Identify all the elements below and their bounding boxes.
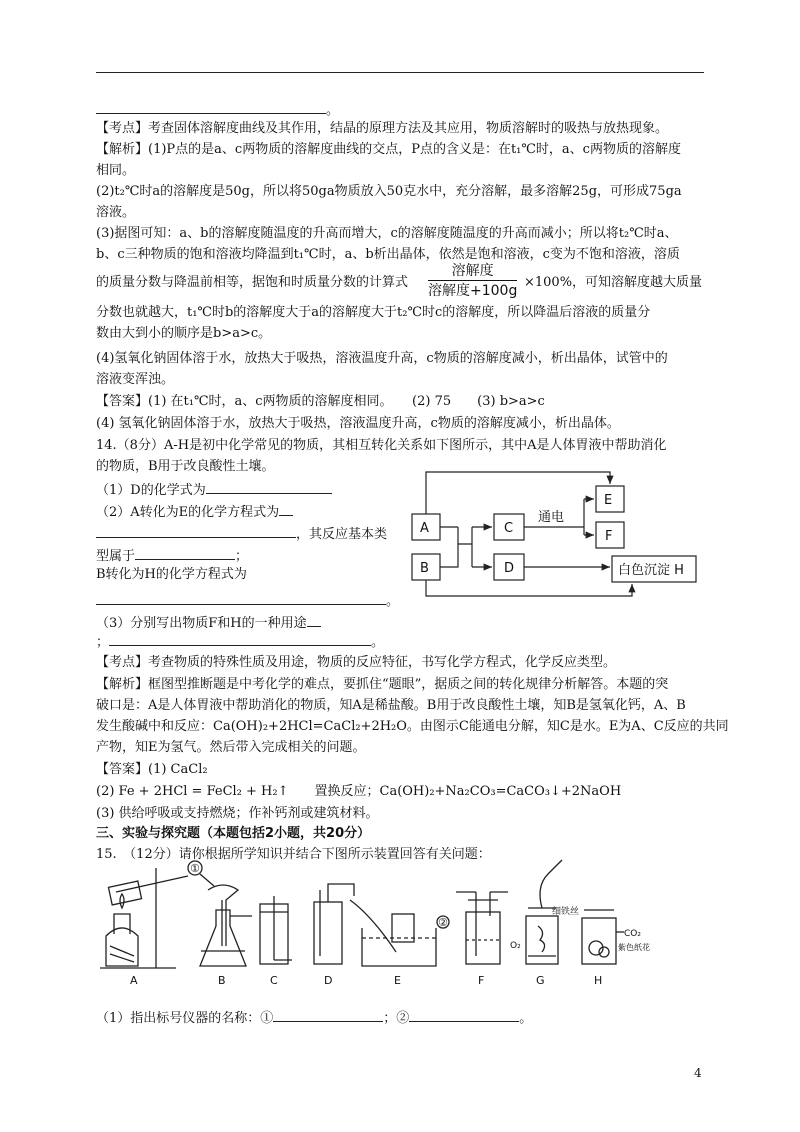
line-text: (4)氢氧化钠固体溶于水，放热大于吸热，溶液温度升高，c物质的溶解度减小，析出晶体，试管中的 — [96, 351, 668, 366]
line-text: （2）A转化为E的化学方程式为 — [96, 505, 280, 520]
text-line — [96, 304, 650, 322]
answer-blank[interactable] — [273, 1008, 383, 1022]
answer-blank[interactable] — [206, 480, 332, 494]
line-text: 14.（8分）A-H是初中化学常见的物质，其相互转化关系如下图所示，其中A是人体胃液中帮助消化 — [96, 438, 667, 453]
text-line — [96, 204, 135, 222]
text-line — [96, 697, 686, 715]
line-text: 【答案】(1) CaCl₂ — [96, 762, 208, 777]
line-text: （3）分别写出物质F和H的一种用途 — [96, 616, 307, 631]
figure-label-f: F — [478, 974, 485, 987]
text-line — [96, 141, 681, 159]
annotation-co2: CO₂ — [624, 929, 641, 939]
line-text: 。 — [371, 635, 385, 650]
text-line — [96, 274, 408, 292]
apparatus-b — [188, 861, 252, 966]
line-text: 。 — [386, 594, 400, 609]
figure-label-h: H — [594, 974, 603, 987]
text-line — [96, 225, 678, 243]
apparatus-d — [314, 884, 354, 964]
line-text: ；② — [383, 1011, 410, 1026]
line-text: 的质量分数与降温前相等，据饱和时质量分数的计算式 — [96, 275, 409, 290]
line-text: 【解析】(1)P点的是a、c两物质的溶解度曲线的交点，P点的含义是：在t₁℃时，a、c两物质的溶解度 — [96, 142, 681, 157]
figure-label-a: A — [130, 974, 138, 987]
text-line — [96, 162, 135, 180]
line-text: 【考点】考查物质的特殊性质及用途，物质的反应特征，书写化学方程式，化学反应类型。 — [96, 655, 617, 670]
text-line — [96, 246, 680, 264]
text-line — [96, 761, 208, 779]
line-text: （1）D的化学式为 — [96, 483, 206, 498]
line-text: 15. （12分）请你根据所学知识并结合下图所示装置回答有关问题： — [96, 847, 491, 862]
apparatus-figure — [96, 856, 662, 992]
text-line — [96, 546, 248, 566]
line-text: 产物，知E为氢气。然后带入完成相关的问题。 — [96, 740, 366, 755]
text-line — [96, 805, 379, 823]
label-b: B — [420, 561, 429, 576]
text-line — [96, 739, 366, 757]
page-number: 4 — [694, 1066, 702, 1080]
line-text: 。 — [326, 103, 340, 118]
text-line — [96, 371, 174, 389]
text-line — [96, 676, 668, 694]
answer-blank[interactable] — [409, 1008, 519, 1022]
line-text: （1）指出标号仪器的名称：① — [96, 1011, 274, 1026]
line-text: ，其反应基本类 — [296, 527, 388, 542]
label-e: E — [604, 493, 613, 508]
text-line — [96, 183, 682, 201]
annotation-paper-flower: 紫色纸花 — [618, 943, 650, 952]
text-line — [96, 524, 387, 544]
answer-blank[interactable] — [96, 591, 386, 605]
text-line — [96, 393, 545, 411]
text-line — [96, 825, 370, 843]
text-line — [96, 437, 666, 455]
formula-numerator: 溶解度 — [428, 262, 517, 281]
label-d: D — [504, 561, 515, 576]
line-text: (3)据图可知：a、b的溶解度随温度的升高而增大，c的溶解度随温度的升高而减小；所以将t₂℃时a、 — [96, 226, 678, 241]
apparatus-e — [350, 900, 449, 966]
text-line — [96, 613, 321, 633]
line-text: 溶液。 — [96, 205, 136, 220]
text-line — [96, 632, 384, 652]
text-line — [96, 415, 620, 433]
line-text: 【解析】框图型推断题是中考化学的难点，要抓住“题眼”，据质之间的转化规律分析解答。本题的突 — [96, 677, 669, 692]
label-c: C — [504, 521, 514, 536]
figure-label-g: G — [536, 974, 545, 987]
label-a: A — [420, 521, 429, 536]
apparatus-c — [260, 896, 292, 964]
mass-fraction-formula — [428, 262, 517, 301]
figure-label-e: E — [394, 974, 401, 987]
line-text: 【考点】考查固体溶解度曲线及其作用，结晶的原理方法及其应用，物质溶解时的吸热与放热现象。 — [96, 121, 669, 136]
line-text: 相同。 — [96, 163, 136, 178]
line-text: B转化为H的化学方程式为 — [96, 567, 247, 582]
answer-blank[interactable] — [135, 546, 235, 560]
text-line — [96, 1008, 532, 1028]
figure-label-c: C — [270, 974, 278, 987]
line-text: ； — [235, 549, 249, 564]
line-text: b、c三种物质的饱和溶液均降温到t₁℃时，a、b析出晶体，依然是饱和溶液，c变为不饱和溶液，溶质 — [96, 247, 680, 262]
line-text: (3) 供给呼吸或支持燃烧；作补钙剂或建筑材料。 — [96, 806, 379, 821]
text-line — [96, 654, 616, 672]
figure-label-b: B — [218, 974, 226, 987]
answer-blank[interactable] — [96, 100, 326, 114]
apparatus-a — [100, 868, 188, 968]
text-line — [96, 480, 332, 500]
line-text: ； — [96, 635, 110, 650]
line-text: 破口是：A是人体胃液中帮助消化的物质，知A是稀盐酸。B用于改良酸性土壤，知B是氢氧化钙，A、B — [96, 698, 686, 713]
text-line — [96, 100, 339, 120]
line-text: 数由大到小的顺序是b>a>c。 — [96, 326, 272, 341]
apparatus-h — [582, 910, 624, 964]
annotation-iron-wire: 细铁丝 — [552, 907, 580, 917]
header-rule — [96, 72, 704, 73]
line-text: 溶液变浑浊。 — [96, 372, 175, 387]
answer-blank[interactable] — [279, 502, 293, 516]
conversion-diagram — [406, 466, 706, 602]
line-text: 三、实验与探究题（本题包括2小题，共20分） — [96, 826, 371, 841]
text-line — [96, 350, 668, 368]
text-line — [96, 458, 275, 476]
text-line — [96, 718, 729, 736]
figure-label-d: D — [324, 974, 333, 987]
answer-blank[interactable] — [96, 524, 296, 538]
line-text: 【答案】(1) 在t₁℃时，a、c两物质的溶解度相同。 (2) 75 (3) b>a>c — [96, 394, 545, 409]
line-text: 。 — [519, 1011, 533, 1026]
electrolysis-label: 通电 — [538, 510, 565, 525]
label-h: 白色沉淀 H — [618, 563, 684, 578]
marker-2: ② — [438, 916, 448, 929]
text-line — [96, 120, 668, 138]
text-line — [96, 783, 621, 801]
label-f: F — [605, 529, 613, 544]
line-text: (2)t₂℃时a的溶解度是50g，所以将50ga物质放入50克水中，充分溶解，最多溶解25g，可形成75ga — [96, 184, 682, 199]
answer-blank[interactable] — [109, 632, 371, 646]
line-text: (4) 氢氧化钠固体溶于水，放热大于吸热，溶液温度升高，c物质的溶解度减小，析出晶体。 — [96, 416, 620, 431]
line-text: 型属于 — [96, 549, 136, 564]
marker-1: ① — [190, 862, 200, 875]
text-line — [96, 325, 271, 343]
text-line — [96, 566, 247, 584]
text-line — [96, 502, 293, 522]
formula-denominator: 溶解度+100g — [428, 283, 518, 299]
line-text: (2) Fe + 2HCl = FeCl₂ + H₂↑ 置换反应；Ca(OH)₂+Na₂CO₃=CaCO₃↓+2NaOH — [96, 784, 622, 799]
apparatus-f — [456, 892, 508, 964]
line-text: 发生酸碱中和反应：Ca(OH)₂+2HCl=CaCl₂+2H₂O。由图示C能通电分解，知C是水。E为A、C反应的共同 — [96, 719, 729, 734]
answer-blank[interactable] — [307, 613, 321, 627]
line-text: 分数也就越大，t₁℃时b的溶解度大于a的溶解度大于t₂℃时c的溶解度，所以降温后溶液的质量分 — [96, 305, 651, 320]
formula-tail: ×100%，可知溶解度越大质量 — [524, 275, 703, 290]
annotation-o2: O₂ — [510, 941, 521, 951]
text-line — [96, 591, 399, 611]
line-text: 的物质，B用于改良酸性土壤。 — [96, 459, 275, 474]
